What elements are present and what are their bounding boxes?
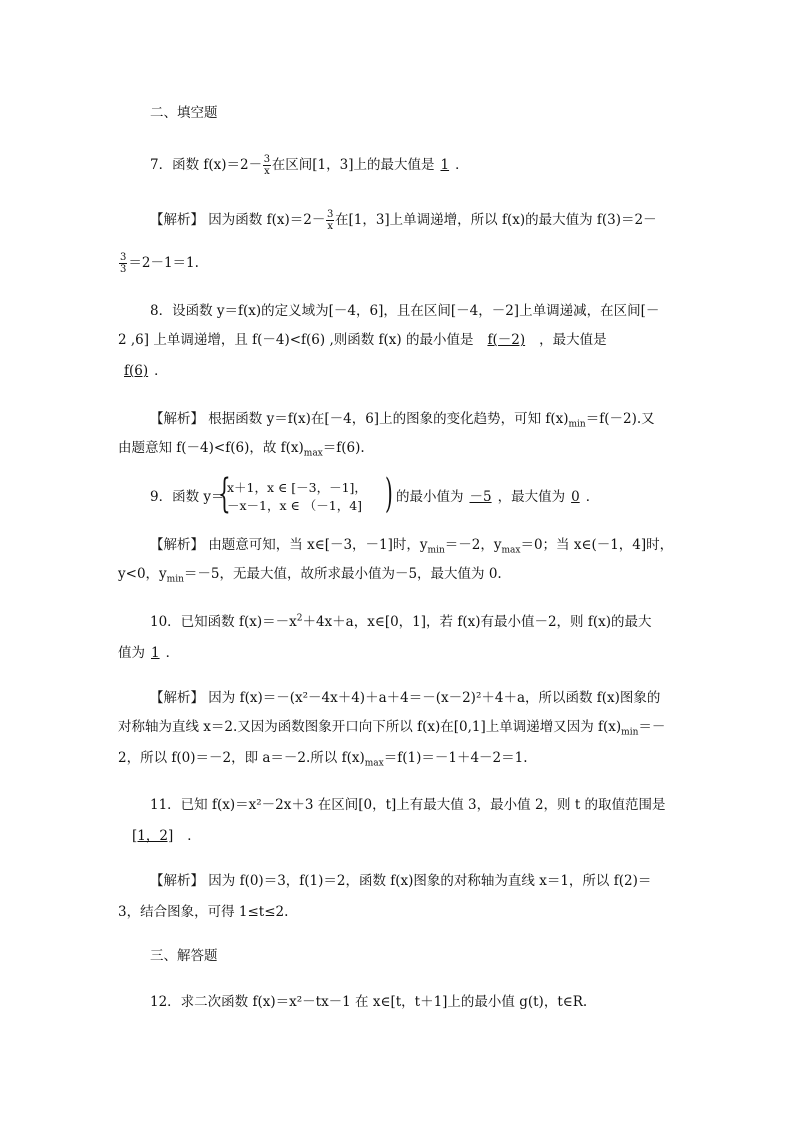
solution-tag: 【解析】 [150, 873, 204, 889]
question-12: 12．求二次函数 f(x)＝x²－tx－1 在 x∈[t，t＋1]上的最小值 g(t)，t∈R. [150, 994, 588, 1010]
answer-blank: 1 [151, 645, 160, 661]
solution-9-line-2: y<0，$y_{min}=-5$，无最大值，故所求最小值为－5，最大值为 0. [118, 566, 502, 585]
answer-blank: [1，2] [132, 828, 174, 844]
answer-blank: 1 [440, 157, 450, 173]
fraction-3-over-3: $\frac{3}{3}$ [120, 252, 127, 275]
question-8-line-2: 2 ,6] 上单调递增，且 f(－4)<f(6) ,则函数 f(x) 的最小值是 f(－2) ，最大值是 [118, 332, 607, 348]
answer-blank-max: f(6) [124, 363, 149, 379]
solution-tag: 【解析】 [150, 690, 204, 706]
solution-10-line-1: 【解析】 因为 f(x)＝－(x²－4x＋4)＋a＋4＝－(x－2)²＋4＋a，所以函数 f(x)图象的 [150, 690, 661, 706]
solution-10-line-3: 2，所以 f(0)＝－2，即 a＝－2.所以 $f(x)_{max}=f(1)=-1+4-2=1$. [118, 750, 528, 769]
question-11-line-2: [1，2] ． [118, 828, 201, 844]
section-heading-answer: 三、解答题 [150, 948, 218, 964]
solution-11-line-2: 3，结合图象，可得 1≤t≤2. [118, 904, 289, 920]
solution-8-line-2: 由题意知 f(－4)<f(6)，故 $f(x)_{max}=f(6)$. [118, 440, 365, 459]
piecewise-case-1: x＋1，x ∈ [－3，－1]， [227, 480, 367, 495]
question-8-line-1: 8．设函数 y＝f(x)的定义域为[－4，6]，且在区间[－4，－2]上单调递减，在区间[－ [150, 303, 660, 319]
solution-tag: 【解析】 [150, 411, 204, 427]
question-10-line-2: 值为 1 ． [118, 645, 180, 661]
right-brace: ) [385, 471, 393, 517]
solution-7-line-1: 【解析】 因为函数 f(x)＝2－ $\frac{3}{x}$ 在[1，3]上单调递增，所以 f(x)的最大值为 f(3)＝2－ [150, 209, 657, 232]
fraction-3-over-x: $\frac{3}{x}$ [326, 209, 334, 232]
question-10-line-1: 10．已知函数 $f(x)=-x^2+4x+a$，x∈[0，1]，若 f(x)有最小值－2，则 f(x)的最大 [150, 613, 652, 630]
left-brace: { [218, 471, 231, 517]
solution-tag: 【解析】 [150, 212, 204, 228]
section-heading-fill-in: 二、填空题 [150, 105, 218, 121]
piecewise-case-2: －x－1，x ∈ （－1，4] [227, 498, 363, 513]
solution-7-line-2: $\frac{3}{3}$ ＝2－1＝1. [120, 252, 199, 275]
solution-tag: 【解析】 [150, 537, 204, 553]
answer-blank-max: 0 [571, 489, 580, 505]
solution-10-line-2: 对称轴为直线 x＝2.又因为函数图象开口向下所以 f(x)在[0,1]上单调递增又因为 $f(x)_{min}=-$ [118, 719, 666, 738]
solution-9-line-1: 【解析】 由题意可知，当 x∈[－3，－1]时，$y_{min}=-2$，$y_{max}=0$；当 x∈(－1，4]时， [150, 537, 674, 556]
solution-8-line-1: 【解析】 根据函数 y＝f(x)在[－4，6]上的图象的变化趋势，可知 $f(x)_{min}=f(-2)$.又 [150, 411, 655, 430]
question-9-lead: 9．函数 y＝ [150, 489, 225, 505]
answer-blank-min: f(－2) [487, 332, 526, 348]
question-8-line-3: f(6) ． [118, 363, 168, 379]
question-9-tail: 的最小值为 －5 ，最大值为 0 ． [396, 489, 600, 505]
solution-11-line-1: 【解析】 因为 f(0)＝3，f(1)＝2，函数 f(x)图象的对称轴为直线 x＝1，所以 f(2)＝ [150, 873, 652, 889]
question-11-line-1: 11．已知 f(x)＝x²－2x＋3 在区间[0，t]上有最大值 3，最小值 2，则 t 的取值范围是 [150, 797, 666, 813]
question-7: 7．函数 f(x)＝2－ $\frac{3}{x}$ 在区间[1，3]上的最大值是 1 ． [150, 154, 469, 177]
fraction-3-over-x: $\frac{3}{x}$ [263, 154, 271, 177]
answer-blank-min: －5 [469, 489, 492, 505]
